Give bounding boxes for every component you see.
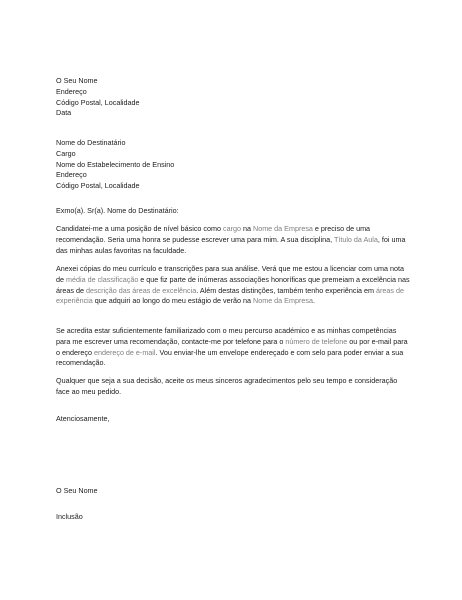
p1-text-3: e preciso de uma recomendação. Seria uma honra se pudesse escrever uma para mim. A sua disciplina, xyxy=(56,224,371,244)
p2-text-5: . xyxy=(312,296,315,306)
p1-text-2: na xyxy=(241,224,253,233)
paragraph-4 xyxy=(56,376,412,398)
sender-name: O Seu Nome xyxy=(56,76,98,85)
greeting: Exmo(a). Sr(a). Nome do Destinatário: xyxy=(56,206,179,215)
placeholder-company: Nome da Empresa xyxy=(253,224,313,233)
placeholder-experience: áreas de experiência xyxy=(56,285,405,306)
p3-text-2: ou por e-mail para o endereço xyxy=(56,336,408,357)
p2-text-4: que adquiri ao longo do meu estágio de verão na xyxy=(92,296,254,306)
letter-date: Data xyxy=(56,108,72,118)
placeholder-cargo: cargo xyxy=(223,224,241,233)
recipient-name: Nome do Destinatário xyxy=(56,138,126,147)
p3-text-3: . Vou enviar-lhe um envelope endereçado e com selo para poder enviar a sua recomendação. xyxy=(56,347,404,368)
recipient-institution: Nome do Estabelecimento de Ensino xyxy=(56,159,175,169)
recipient-block xyxy=(56,138,412,192)
p1-text-1: Candidatei-me a uma posição de nível básico como xyxy=(56,224,224,233)
p2-text-3: . Além destas distinções, também tenho experiência em xyxy=(196,285,377,295)
recipient-address: Endereço xyxy=(56,170,87,180)
enclosure-block xyxy=(56,512,412,523)
signature-block xyxy=(56,486,412,497)
paragraph-2 xyxy=(56,264,412,307)
placeholder-company-2: Nome da Empresa xyxy=(253,296,313,306)
p3-text-1: Se acredita estar suficientemente familiarizado com o meu percurso académico e as minhas competências para me escrever uma recomendação, contacte-me por telefone para o xyxy=(56,326,397,346)
enclosure: Inclusão xyxy=(56,512,83,521)
recipient-postal: Código Postal, Localidade xyxy=(56,181,140,191)
p4-text: Qualquer que seja a sua decisão, aceite os meus sinceros agradecimentos pelo seu tempo e consideração face ao meu pedido. xyxy=(56,376,398,396)
placeholder-email: endereço de e-mail xyxy=(93,347,156,357)
paragraph-1 xyxy=(56,224,412,256)
sender-address: Endereço xyxy=(56,86,87,96)
placeholder-phone: número de telefone xyxy=(285,336,348,346)
signature-name: O Seu Nome xyxy=(56,486,98,495)
p2-text-2: e que fiz parte de inúmeras associações honoríficas que premeiam a excelência nas áreas de xyxy=(56,274,410,295)
recipient-role: Cargo xyxy=(56,148,76,158)
sender-postal: Código Postal, Localidade xyxy=(56,97,140,107)
placeholder-excellence: descrição das áreas de excelência xyxy=(85,285,197,295)
p1-text-4: , foi uma das minhas aulas favoritas na faculdade. xyxy=(56,234,406,255)
closing: Atenciosamente, xyxy=(56,414,110,423)
closing-block xyxy=(56,414,412,425)
p2-text-1: Anexei cópias do meu currículo e transcrições para sua análise. Verá que me estou a licenciar com uma nota de xyxy=(56,264,404,284)
greeting-block xyxy=(56,206,412,217)
placeholder-class-title: Título da Aula xyxy=(333,234,378,244)
placeholder-gpa: média de classificação xyxy=(66,274,139,284)
paragraph-3 xyxy=(56,326,412,369)
sender-block xyxy=(56,76,412,119)
